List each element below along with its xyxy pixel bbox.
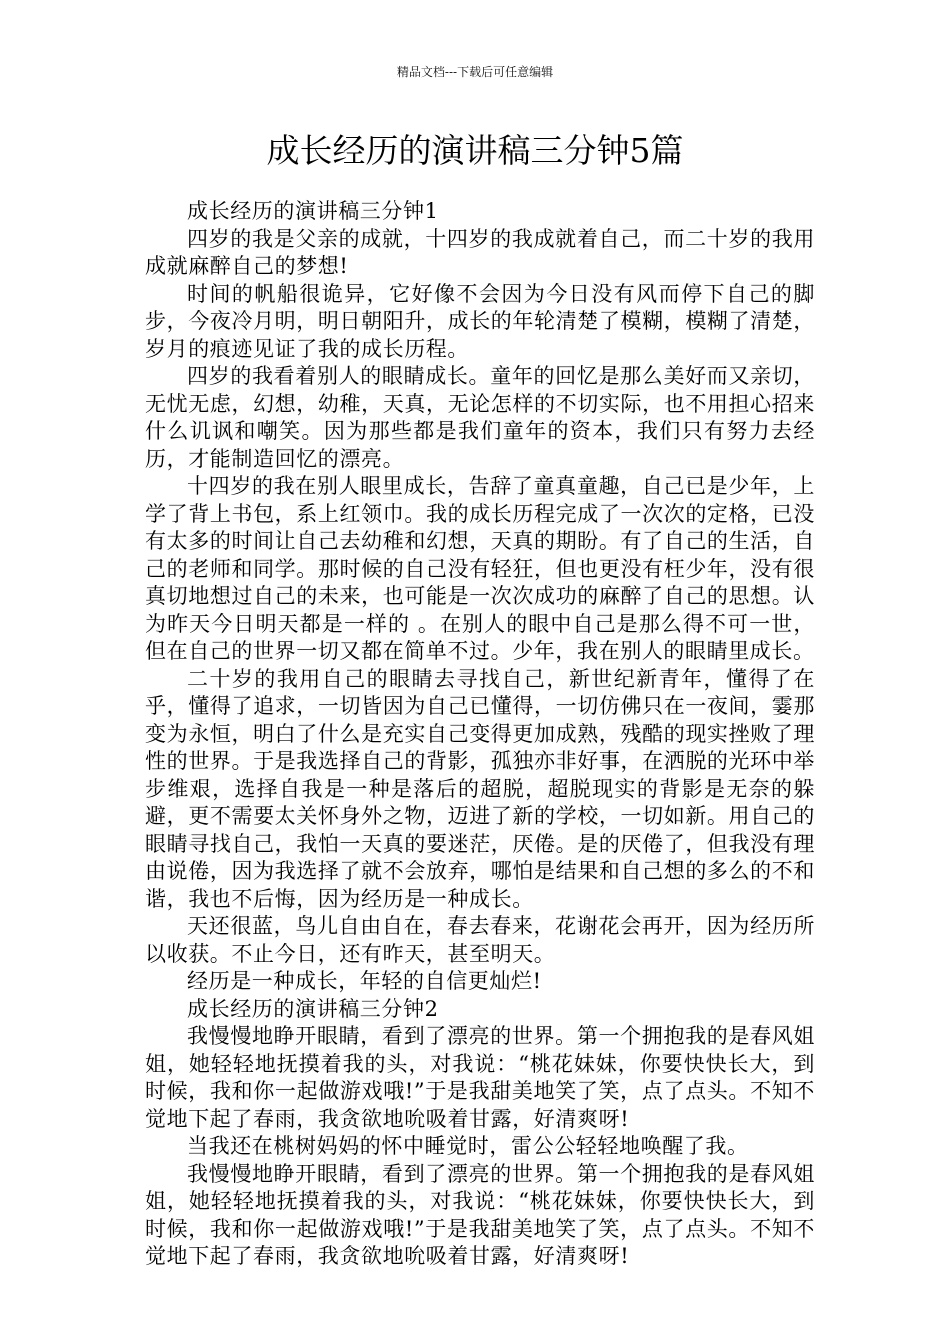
paragraph: 当我还在桃树妈妈的怀中睡觉时，雷公公轻轻地唤醒了我。 — [187, 1134, 749, 1158]
paragraph: 我慢慢地睁开眼睛，看到了漂亮的世界。第一个拥抱我的是春风姐姐，她轻轻地抚摸着我的头，对我说：“桃花妹妹，你要快快长大，到时候，我和你一起做游戏哦!”于是我甜美地笑了笑，点了点头。不知不觉地下起了春雨，我贪欲地吮吸着甘露，好清爽呀! — [145, 1024, 815, 1131]
paragraph: 天还很蓝，鸟儿自由自在，春去春来，花谢花会再开，因为经历所以收获。不止今日，还有昨天，甚至明天。 — [145, 914, 815, 966]
document-title: 成长经历的演讲稿三分钟5篇 — [266, 131, 684, 170]
paragraph: 我慢慢地睁开眼睛，看到了漂亮的世界。第一个拥抱我的是春风姐姐，她轻轻地抚摸着我的头，对我说：“桃花妹妹，你要快快长大，到时候，我和你一起做游戏哦!”于是我甜美地笑了笑，点了点头。不知不觉地下起了春雨，我贪欲地吮吸着甘露，好清爽呀! — [145, 1161, 815, 1268]
page-header: 精品文档---下载后可任意编辑 — [396, 65, 554, 79]
section-heading-2: 成长经历的演讲稿三分钟2 — [187, 996, 439, 1021]
paragraph: 四岁的我是父亲的成就，十四岁的我成就着自己，而二十岁的我用成就麻醉自己的梦想! — [145, 226, 815, 278]
section-heading-1: 成长经历的演讲稿三分钟1 — [187, 199, 439, 223]
paragraph: 二十岁的我用自己的眼睛去寻找自己，新世纪新青年，懂得了在乎，懂得了追求，一切皆因为自己已懂得，一切仿佛只在一夜间，霎那变为永恒，明白了什么是充实自己变得更加成熟，残酷的现实挫败了理性的世界。于是我选择自己的背影，孤独亦非好事，在洒脱的光环中举步维艰，选择自我是一种是落后的超脱，超脱现实的背影是无奈的躲避，更不需要太关怀身外之物，迈进了新的学校，一切如新。用自己的眼睛寻找自己，我怕一天真的要迷茫，厌倦。是的厌倦了，但我没有理由说倦，因为我选择了就不会放弃，哪怕是结果和自己想的多么的不和谐，我也不后悔，因为经历是一种成长。 — [145, 666, 815, 911]
paragraph: 时间的帆船很诡异，它好像不会因为今日没有风而停下自己的脚步，今夜冷月明，明日朝阳升，成长的年轮清楚了模糊，模糊了清楚，岁月的痕迹见证了我的成长历程。 — [145, 281, 815, 361]
document-body — [145, 198, 815, 1271]
paragraph: 四岁的我看着别人的眼睛成长。童年的回忆是那么美好而又亲切，无忧无虑，幻想，幼稚，天真，无论怎样的不切实际，也不用担心招来什么讥讽和嘲笑。因为那些都是我们童年的资本，我们只有努力去经历，才能制造回忆的漂亮。 — [145, 364, 815, 471]
paragraph: 十四岁的我在别人眼里成长，告辞了童真童趣，自己已是少年，上学了背上书包，系上红领巾。我的成长历程完成了一次次的定格，已没有太多的时间让自己去幼稚和幻想，天真的期盼。有了自己的生活，自己的老师和同学。那时候的自己没有轻狂，但也更没有枉少年，没有很真切地想过自己的未来，也可能是一次次成功的麻醉了自己的思想。认为昨天今日明天都是一样的 。在别人的眼中自己是那么得不可一世，但在自己的世界一切又都在简单不过。少年，我在别人的眼睛里成长。 — [145, 474, 815, 663]
paragraph: 经历是一种成长，年轻的自信更灿烂! — [187, 969, 542, 993]
